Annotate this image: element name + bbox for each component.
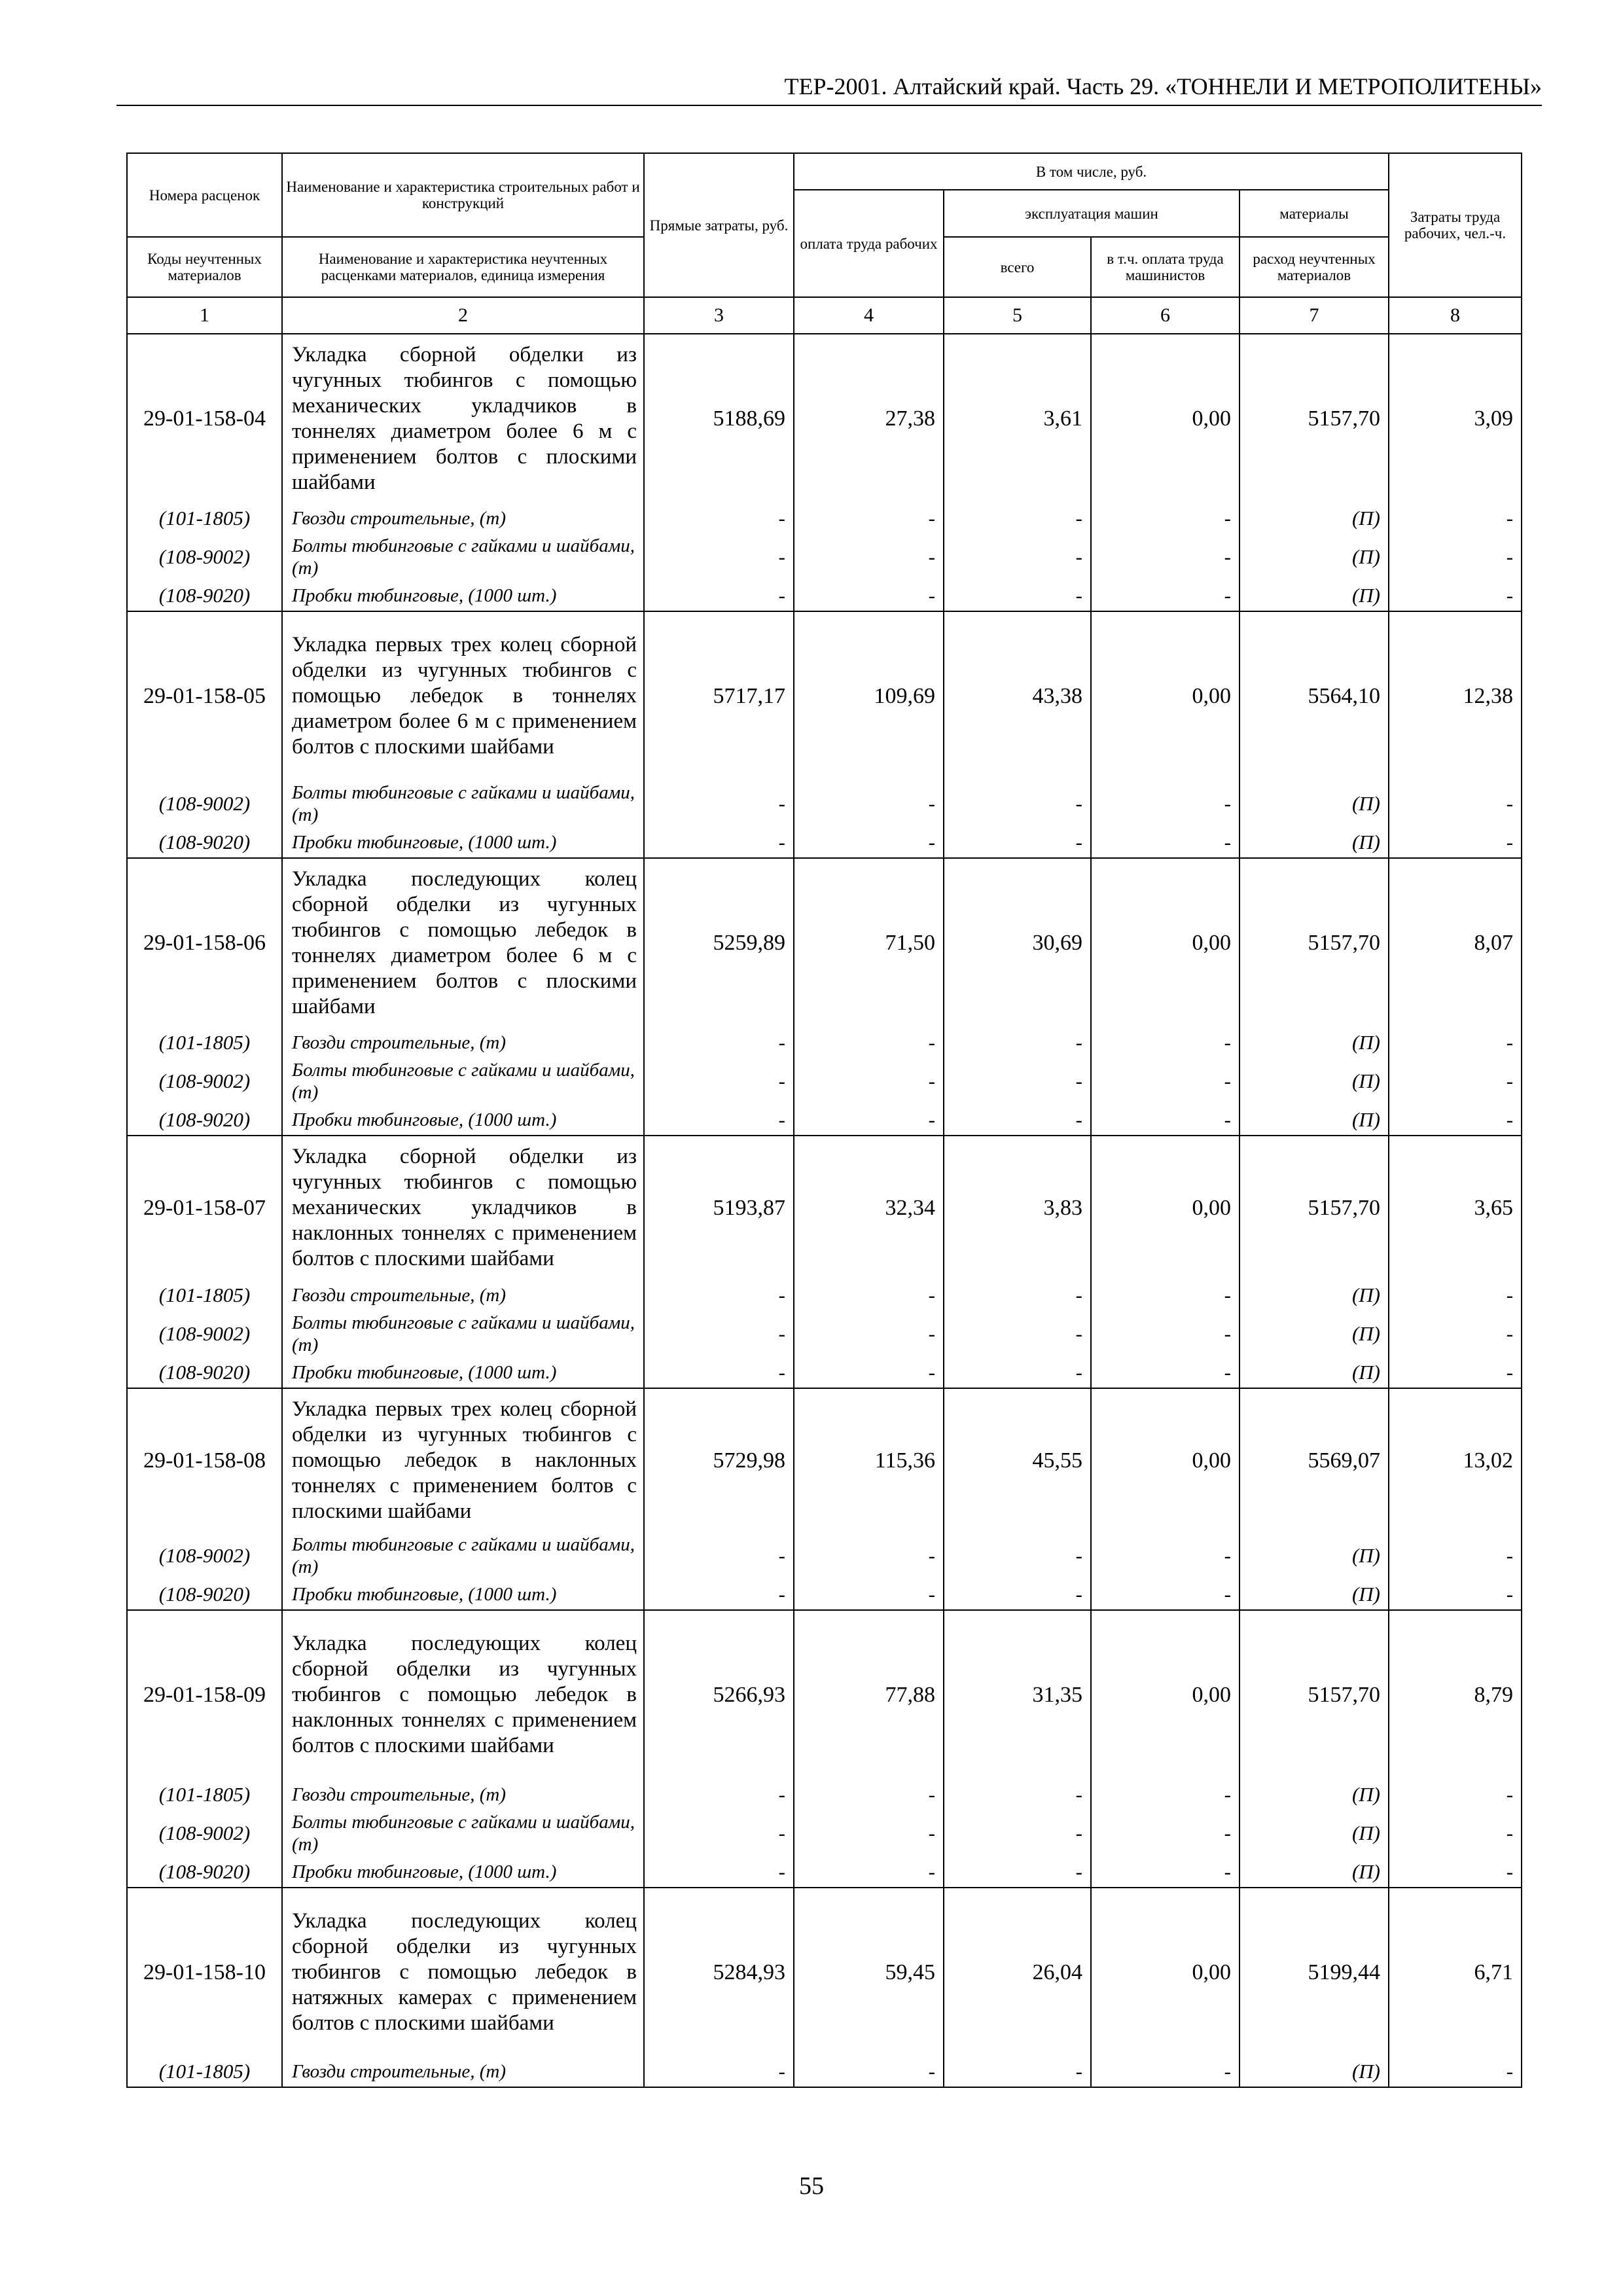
page-number: 55 bbox=[799, 2172, 824, 2200]
material-value: - bbox=[794, 1280, 944, 1310]
material-value: - bbox=[1389, 1857, 1522, 1888]
page-header-title: ТЕР-2001. Алтайский край. Часть 29. «ТОННЕЛИ И МЕТРОПОЛИТЕНЫ» bbox=[784, 73, 1542, 99]
material-name: Пробки тюбинговые, (1000 шт.) bbox=[282, 827, 644, 858]
material-value: - bbox=[1389, 827, 1522, 858]
rate-value: 0,00 bbox=[1091, 1136, 1240, 1280]
rate-value: 5157,70 bbox=[1240, 334, 1389, 503]
work-description: Укладка последующих колец сборной обделки из чугунных тюбингов с помощью лебедок в тоннелях диаметром более 6 м с применением болтов с плоскими шайбами bbox=[282, 858, 644, 1027]
material-value: - bbox=[1091, 503, 1240, 533]
material-value: - bbox=[794, 1105, 944, 1136]
material-value: - bbox=[644, 1857, 794, 1888]
column-number: 4 bbox=[794, 297, 944, 334]
material-value: - bbox=[944, 827, 1091, 858]
material-row bbox=[127, 1027, 1522, 1058]
work-description: Укладка первых трех колец сборной обделки из чугунных тюбингов с помощью лебедок в наклонных тоннелях с применением болтов с плоскими шайбами bbox=[282, 1388, 644, 1532]
material-row bbox=[127, 1532, 1522, 1579]
material-value: - bbox=[1091, 1357, 1240, 1388]
table-row bbox=[127, 1610, 1522, 1779]
column-number-row bbox=[127, 297, 1522, 334]
rate-value: 77,88 bbox=[794, 1610, 944, 1779]
table-row bbox=[127, 1136, 1522, 1280]
rate-value: 26,04 bbox=[944, 1888, 1091, 2056]
head-labor-pay: оплата труда рабочих bbox=[794, 190, 944, 297]
material-value: - bbox=[1389, 1357, 1522, 1388]
material-value: (П) bbox=[1240, 1058, 1389, 1105]
rate-value: 5284,93 bbox=[644, 1888, 794, 2056]
rate-value: 3,65 bbox=[1389, 1136, 1522, 1280]
material-name: Пробки тюбинговые, (1000 шт.) bbox=[282, 1357, 644, 1388]
rate-value: 43,38 bbox=[944, 611, 1091, 780]
material-value: - bbox=[794, 581, 944, 611]
material-value: (П) bbox=[1240, 1579, 1389, 1610]
rate-value: 109,69 bbox=[794, 611, 944, 780]
material-value: - bbox=[794, 780, 944, 827]
rate-value: 71,50 bbox=[794, 858, 944, 1027]
material-value: - bbox=[944, 1857, 1091, 1888]
rate-value: 13,02 bbox=[1389, 1388, 1522, 1532]
material-row bbox=[127, 1310, 1522, 1357]
material-code: (108-9002) bbox=[127, 780, 282, 827]
material-row bbox=[127, 1810, 1522, 1857]
material-value: - bbox=[944, 1105, 1091, 1136]
material-value: - bbox=[794, 1857, 944, 1888]
column-number: 6 bbox=[1091, 297, 1240, 334]
material-value: - bbox=[644, 1310, 794, 1357]
material-value: - bbox=[1389, 581, 1522, 611]
material-value: - bbox=[1091, 827, 1240, 858]
material-value: (П) bbox=[1240, 1532, 1389, 1579]
material-code: (108-9020) bbox=[127, 1857, 282, 1888]
material-value: - bbox=[644, 1357, 794, 1388]
material-value: - bbox=[1389, 1280, 1522, 1310]
table-row bbox=[127, 1888, 1522, 2056]
work-description: Укладка первых трех колец сборной обделки из чугунных тюбингов с помощью лебедок в тоннелях диаметром более 6 м с применением болтов с плоскими шайбами bbox=[282, 611, 644, 780]
material-name: Гвозди строительные, (т) bbox=[282, 2056, 644, 2087]
material-name: Болты тюбинговые с гайками и шайбами, (т) bbox=[282, 1532, 644, 1579]
material-code: (108-9020) bbox=[127, 1579, 282, 1610]
rate-code: 29-01-158-06 bbox=[127, 858, 282, 1027]
material-value: - bbox=[944, 1280, 1091, 1310]
rate-value: 32,34 bbox=[794, 1136, 944, 1280]
material-row bbox=[127, 503, 1522, 533]
material-value: - bbox=[794, 2056, 944, 2087]
material-value: - bbox=[644, 1105, 794, 1136]
rate-value: 5193,87 bbox=[644, 1136, 794, 1280]
head-machine-operator-pay: в т.ч. оплата труда машинистов bbox=[1091, 237, 1240, 297]
material-value: - bbox=[794, 533, 944, 581]
material-value: - bbox=[1389, 1058, 1522, 1105]
material-row bbox=[127, 1579, 1522, 1610]
material-row bbox=[127, 780, 1522, 827]
material-code: (108-9002) bbox=[127, 1310, 282, 1357]
header-rule bbox=[116, 105, 1542, 106]
material-row bbox=[127, 1280, 1522, 1310]
material-row bbox=[127, 1779, 1522, 1810]
material-value: - bbox=[644, 1280, 794, 1310]
column-number: 3 bbox=[644, 297, 794, 334]
material-value: - bbox=[1091, 1810, 1240, 1857]
column-number: 7 bbox=[1240, 297, 1389, 334]
material-value: - bbox=[944, 1310, 1091, 1357]
material-value: - bbox=[1091, 780, 1240, 827]
material-value: - bbox=[1389, 1532, 1522, 1579]
material-name: Гвозди строительные, (т) bbox=[282, 1280, 644, 1310]
material-name: Пробки тюбинговые, (1000 шт.) bbox=[282, 581, 644, 611]
material-code: (108-9020) bbox=[127, 581, 282, 611]
material-value: - bbox=[944, 503, 1091, 533]
table-row bbox=[127, 334, 1522, 503]
material-value: - bbox=[644, 2056, 794, 2087]
material-value: - bbox=[1091, 581, 1240, 611]
rate-code: 29-01-158-04 bbox=[127, 334, 282, 503]
material-value: - bbox=[1091, 1105, 1240, 1136]
material-name: Гвозди строительные, (т) bbox=[282, 1027, 644, 1058]
table-row bbox=[127, 611, 1522, 780]
material-value: - bbox=[794, 1027, 944, 1058]
material-value: (П) bbox=[1240, 1105, 1389, 1136]
material-name: Пробки тюбинговые, (1000 шт.) bbox=[282, 1579, 644, 1610]
material-row bbox=[127, 581, 1522, 611]
material-value: - bbox=[1091, 1027, 1240, 1058]
rate-code: 29-01-158-07 bbox=[127, 1136, 282, 1280]
material-value: - bbox=[944, 780, 1091, 827]
rate-value: 0,00 bbox=[1091, 334, 1240, 503]
rate-value: 45,55 bbox=[944, 1388, 1091, 1532]
rate-value: 3,61 bbox=[944, 334, 1091, 503]
material-value: - bbox=[944, 533, 1091, 581]
head-work-name: Наименование и характеристика строительных работ и конструкций bbox=[282, 153, 644, 237]
material-value: - bbox=[944, 1532, 1091, 1579]
material-code: (108-9002) bbox=[127, 1058, 282, 1105]
rate-value: 5157,70 bbox=[1240, 858, 1389, 1027]
rate-value: 27,38 bbox=[794, 334, 944, 503]
column-number: 1 bbox=[127, 297, 282, 334]
material-value: (П) bbox=[1240, 1810, 1389, 1857]
material-value: - bbox=[644, 1579, 794, 1610]
material-value: (П) bbox=[1240, 1779, 1389, 1810]
rate-value: 5717,17 bbox=[644, 611, 794, 780]
material-value: (П) bbox=[1240, 827, 1389, 858]
rate-code: 29-01-158-05 bbox=[127, 611, 282, 780]
head-labor-costs: Затраты труда рабочих, чел.-ч. bbox=[1389, 153, 1522, 297]
head-material-codes: Коды неучтенных материалов bbox=[127, 237, 282, 297]
material-value: - bbox=[1091, 1310, 1240, 1357]
material-value: - bbox=[644, 1810, 794, 1857]
material-value: - bbox=[1091, 1779, 1240, 1810]
material-value: (П) bbox=[1240, 780, 1389, 827]
material-value: - bbox=[794, 1357, 944, 1388]
rate-value: 30,69 bbox=[944, 858, 1091, 1027]
material-value: (П) bbox=[1240, 1027, 1389, 1058]
table-body bbox=[127, 334, 1522, 2087]
head-materials: материалы bbox=[1240, 190, 1389, 237]
rate-value: 0,00 bbox=[1091, 858, 1240, 1027]
material-value: (П) bbox=[1240, 581, 1389, 611]
material-value: - bbox=[944, 581, 1091, 611]
column-number: 2 bbox=[282, 297, 644, 334]
material-name: Пробки тюбинговые, (1000 шт.) bbox=[282, 1105, 644, 1136]
material-name: Гвозди строительные, (т) bbox=[282, 503, 644, 533]
table-row bbox=[127, 1388, 1522, 1532]
work-description: Укладка сборной обделки из чугунных тюбингов с помощью механических укладчиков в тоннелях диаметром более 6 м с применением болтов с плоскими шайбами bbox=[282, 334, 644, 503]
material-code: (108-9020) bbox=[127, 1105, 282, 1136]
material-value: - bbox=[644, 1058, 794, 1105]
material-value: (П) bbox=[1240, 2056, 1389, 2087]
material-value: - bbox=[794, 1810, 944, 1857]
material-value: - bbox=[794, 1310, 944, 1357]
rate-value: 5188,69 bbox=[644, 334, 794, 503]
material-code: (108-9002) bbox=[127, 1810, 282, 1857]
material-value: - bbox=[1389, 780, 1522, 827]
head-material-name: Наименование и характеристика неучтенных расценками материалов, единица измерения bbox=[282, 237, 644, 297]
material-value: - bbox=[644, 1532, 794, 1579]
rate-value: 0,00 bbox=[1091, 1888, 1240, 2056]
material-value: (П) bbox=[1240, 1310, 1389, 1357]
material-value: - bbox=[644, 1779, 794, 1810]
rates-table bbox=[126, 152, 1522, 2088]
material-row bbox=[127, 1058, 1522, 1105]
material-value: - bbox=[794, 1579, 944, 1610]
material-code: (101-1805) bbox=[127, 1280, 282, 1310]
column-number: 8 bbox=[1389, 297, 1522, 334]
material-code: (108-9020) bbox=[127, 1357, 282, 1388]
rate-code: 29-01-158-08 bbox=[127, 1388, 282, 1532]
material-name: Болты тюбинговые с гайками и шайбами, (т) bbox=[282, 780, 644, 827]
material-value: - bbox=[1091, 1579, 1240, 1610]
rate-value: 6,71 bbox=[1389, 1888, 1522, 2056]
table-row bbox=[127, 858, 1522, 1027]
material-value: - bbox=[944, 1027, 1091, 1058]
rate-value: 59,45 bbox=[794, 1888, 944, 2056]
head-materials-consumption: расход неучтенных материалов bbox=[1240, 237, 1389, 297]
material-value: - bbox=[1091, 1532, 1240, 1579]
material-value: - bbox=[944, 1810, 1091, 1857]
rate-value: 12,38 bbox=[1389, 611, 1522, 780]
material-row bbox=[127, 2056, 1522, 2087]
material-value: - bbox=[1389, 503, 1522, 533]
material-value: - bbox=[1389, 1310, 1522, 1357]
material-value: (П) bbox=[1240, 533, 1389, 581]
material-value: - bbox=[794, 503, 944, 533]
rate-value: 5199,44 bbox=[1240, 1888, 1389, 2056]
rate-value: 5569,07 bbox=[1240, 1388, 1389, 1532]
material-value: - bbox=[1389, 1027, 1522, 1058]
material-value: - bbox=[644, 827, 794, 858]
material-name: Гвозди строительные, (т) bbox=[282, 1779, 644, 1810]
rate-value: 3,09 bbox=[1389, 334, 1522, 503]
material-value: - bbox=[1389, 1105, 1522, 1136]
material-value: - bbox=[944, 2056, 1091, 2087]
head-direct-costs: Прямые затраты, руб. bbox=[644, 153, 794, 297]
material-value: - bbox=[1091, 533, 1240, 581]
material-value: - bbox=[1091, 1857, 1240, 1888]
rate-value: 0,00 bbox=[1091, 1610, 1240, 1779]
material-code: (101-1805) bbox=[127, 1779, 282, 1810]
material-row bbox=[127, 1105, 1522, 1136]
material-value: - bbox=[1091, 1058, 1240, 1105]
material-code: (108-9020) bbox=[127, 827, 282, 858]
rate-code: 29-01-158-09 bbox=[127, 1610, 282, 1779]
rate-value: 0,00 bbox=[1091, 611, 1240, 780]
material-value: (П) bbox=[1240, 1357, 1389, 1388]
material-value: (П) bbox=[1240, 503, 1389, 533]
material-code: (108-9002) bbox=[127, 1532, 282, 1579]
material-value: - bbox=[644, 503, 794, 533]
material-row bbox=[127, 533, 1522, 581]
material-name: Болты тюбинговые с гайками и шайбами, (т) bbox=[282, 1810, 644, 1857]
material-value: - bbox=[1389, 1810, 1522, 1857]
rate-value: 5564,10 bbox=[1240, 611, 1389, 780]
material-value: - bbox=[794, 1058, 944, 1105]
material-value: - bbox=[644, 1027, 794, 1058]
material-code: (101-1805) bbox=[127, 503, 282, 533]
head-machine-total: всего bbox=[944, 237, 1091, 297]
rate-value: 31,35 bbox=[944, 1610, 1091, 1779]
work-description: Укладка последующих колец сборной обделки из чугунных тюбингов с помощью лебедок в наклонных тоннелях с применением болтов с плоскими шайбами bbox=[282, 1610, 644, 1779]
material-value: - bbox=[1091, 2056, 1240, 2087]
head-rate-numbers: Номера расценок bbox=[127, 153, 282, 237]
material-code: (101-1805) bbox=[127, 2056, 282, 2087]
table-head bbox=[127, 153, 1522, 334]
material-value: - bbox=[1389, 1779, 1522, 1810]
head-machine-operation: эксплуатация машин bbox=[944, 190, 1240, 237]
material-value: (П) bbox=[1240, 1857, 1389, 1888]
rate-value: 115,36 bbox=[794, 1388, 944, 1532]
rate-value: 3,83 bbox=[944, 1136, 1091, 1280]
material-value: - bbox=[794, 827, 944, 858]
material-value: - bbox=[644, 780, 794, 827]
work-description: Укладка последующих колец сборной обделки из чугунных тюбингов с помощью лебедок в натяжных камерах с применением болтов с плоскими шайбами bbox=[282, 1888, 644, 2056]
material-value: - bbox=[794, 1779, 944, 1810]
material-value: - bbox=[1389, 1579, 1522, 1610]
rate-value: 5259,89 bbox=[644, 858, 794, 1027]
material-value: - bbox=[944, 1058, 1091, 1105]
material-value: - bbox=[644, 581, 794, 611]
material-value: - bbox=[944, 1779, 1091, 1810]
rate-value: 8,79 bbox=[1389, 1610, 1522, 1779]
rate-value: 5729,98 bbox=[644, 1388, 794, 1532]
material-value: - bbox=[1091, 1280, 1240, 1310]
material-row bbox=[127, 1857, 1522, 1888]
material-name: Болты тюбинговые с гайками и шайбами, (т) bbox=[282, 1310, 644, 1357]
material-value: - bbox=[794, 1532, 944, 1579]
material-name: Пробки тюбинговые, (1000 шт.) bbox=[282, 1857, 644, 1888]
rate-value: 5266,93 bbox=[644, 1610, 794, 1779]
material-value: - bbox=[1389, 533, 1522, 581]
material-row bbox=[127, 1357, 1522, 1388]
material-value: - bbox=[644, 533, 794, 581]
work-description: Укладка сборной обделки из чугунных тюбингов с помощью механических укладчиков в наклонных тоннелях с применением болтов с плоскими шайбами bbox=[282, 1136, 644, 1280]
material-code: (101-1805) bbox=[127, 1027, 282, 1058]
material-name: Болты тюбинговые с гайками и шайбами, (т) bbox=[282, 533, 644, 581]
material-value: - bbox=[1389, 2056, 1522, 2087]
rate-value: 0,00 bbox=[1091, 1388, 1240, 1532]
head-including: В том числе, руб. bbox=[794, 153, 1389, 190]
rate-value: 5157,70 bbox=[1240, 1136, 1389, 1280]
material-name: Болты тюбинговые с гайками и шайбами, (т) bbox=[282, 1058, 644, 1105]
material-code: (108-9002) bbox=[127, 533, 282, 581]
rate-value: 5157,70 bbox=[1240, 1610, 1389, 1779]
material-value: - bbox=[944, 1357, 1091, 1388]
material-row bbox=[127, 827, 1522, 858]
rate-code: 29-01-158-10 bbox=[127, 1888, 282, 2056]
material-value: - bbox=[944, 1579, 1091, 1610]
column-number: 5 bbox=[944, 297, 1091, 334]
material-value: (П) bbox=[1240, 1280, 1389, 1310]
rate-value: 8,07 bbox=[1389, 858, 1522, 1027]
